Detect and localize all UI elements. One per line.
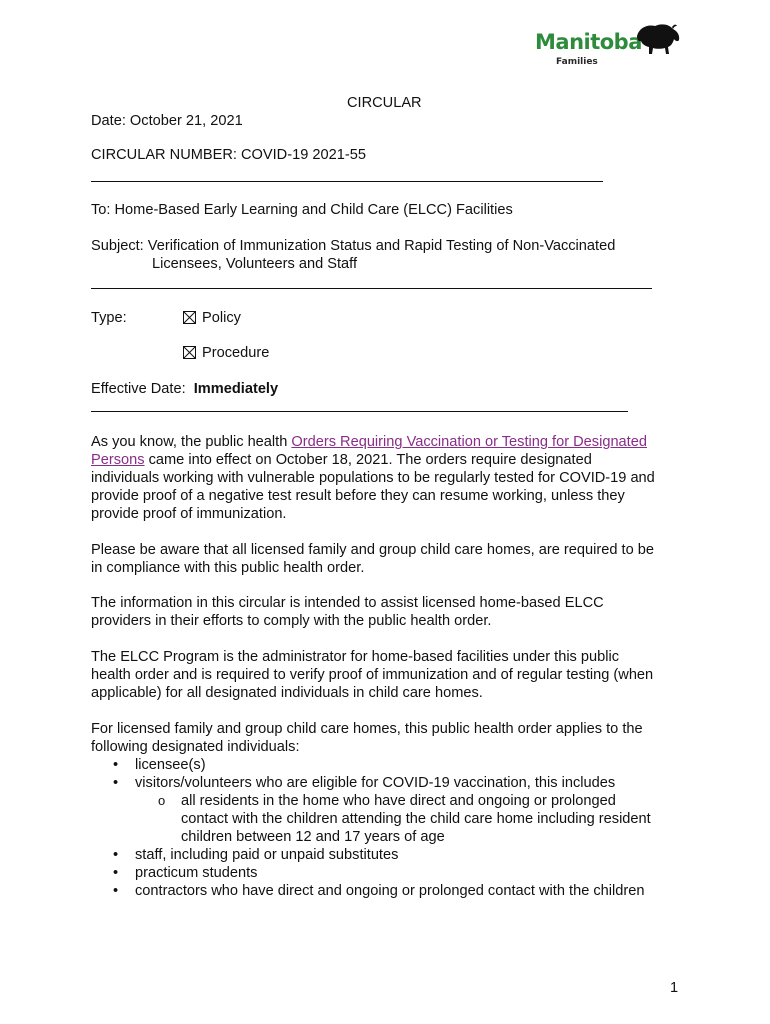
sub-bullet-residents-l1: all residents in the home who have direct and ongoing or prolonged: [181, 793, 616, 809]
para5-line2: following designated individuals:: [91, 739, 300, 755]
subject-line-2: Licensees, Volunteers and Staff: [152, 256, 357, 272]
type-option-procedure: [183, 344, 269, 362]
logo-department: Families: [556, 57, 598, 67]
para1-line2: [91, 451, 592, 469]
sub-bullet-glyph: o: [158, 793, 166, 808]
bullet-glyph: •: [113, 865, 119, 881]
divider: [91, 181, 603, 182]
checked-box-icon: [183, 346, 196, 359]
bullet-glyph: •: [113, 883, 119, 899]
checked-box-icon: [183, 311, 196, 324]
para5-line1: For licensed family and group child care homes, this public health order applies to the: [91, 721, 643, 737]
para1-rest: came into effect on October 18, 2021. The orders require designated: [144, 452, 592, 468]
effective-date: [91, 380, 278, 398]
bullet-staff: staff, including paid or unpaid substitutes: [135, 847, 399, 863]
para4-line3: applicable) for all designated individuals in child care homes.: [91, 685, 483, 701]
orders-link-continued[interactable]: Persons: [91, 452, 145, 468]
type-label: Type:: [91, 310, 127, 326]
para2-line2: in compliance with this public health order.: [91, 560, 365, 576]
bullet-glyph: •: [113, 775, 119, 791]
bullet-glyph: •: [113, 847, 119, 863]
para1-line4: provide proof of a negative test result before they can resume working, unless they: [91, 488, 625, 504]
bullet-licensees: licensee(s): [135, 757, 206, 773]
para3-line2: providers in their efforts to comply with the public health order.: [91, 613, 492, 629]
divider: [91, 288, 652, 289]
para2-line1: Please be aware that all licensed family and group child care homes, are required to be: [91, 542, 654, 558]
type-option-policy: [183, 309, 241, 327]
effective-value: Immediately: [193, 381, 279, 397]
bullet-glyph: •: [113, 757, 119, 773]
para3-line1: The information in this circular is intended to assist licensed home-based ELCC: [91, 595, 604, 611]
sub-bullet-residents-l2: contact with the children attending the child care home including resident: [181, 811, 651, 827]
para1-line5: provide proof of immunization.: [91, 506, 287, 522]
para1-prefix: As you know, the public health: [91, 434, 292, 450]
manitoba-logo: [535, 22, 685, 72]
circular-title: CIRCULAR: [347, 95, 422, 111]
orders-link[interactable]: Orders Requiring Vaccination or Testing for Designated: [291, 434, 647, 450]
para4-line1: The ELCC Program is the administrator for home-based facilities under this public: [91, 649, 620, 665]
procedure-label: Procedure: [202, 345, 270, 361]
bullet-contractors: contractors who have direct and ongoing or prolonged contact with the children: [135, 883, 645, 899]
logo-wordmark: Manitoba: [535, 30, 642, 54]
bison-icon: [635, 22, 681, 56]
page-number: 1: [670, 980, 679, 996]
bullet-practicum: practicum students: [135, 865, 258, 881]
subject-line-1: Subject: Verification of Immunization Status and Rapid Testing of Non-Vaccinated: [91, 238, 616, 254]
circular-date: Date: October 21, 2021: [91, 113, 243, 129]
divider: [91, 411, 628, 412]
para1-line1: [91, 433, 647, 451]
bullet-visitors: visitors/volunteers who are eligible for COVID-19 vaccination, this includes: [135, 775, 616, 791]
sub-bullet-residents-l3: children between 12 and 17 years of age: [181, 829, 445, 845]
circular-number: CIRCULAR NUMBER: COVID-19 2021-55: [91, 147, 366, 163]
to-line: To: Home-Based Early Learning and Child Care (ELCC) Facilities: [91, 202, 513, 218]
policy-label: Policy: [202, 310, 241, 326]
para4-line2: health order and is required to verify proof of immunization and of regular testing (when: [91, 667, 654, 683]
para1-line3: individuals working with vulnerable populations to be regularly tested for COVID-19 and: [91, 470, 655, 486]
effective-label: Effective Date:: [91, 381, 186, 397]
